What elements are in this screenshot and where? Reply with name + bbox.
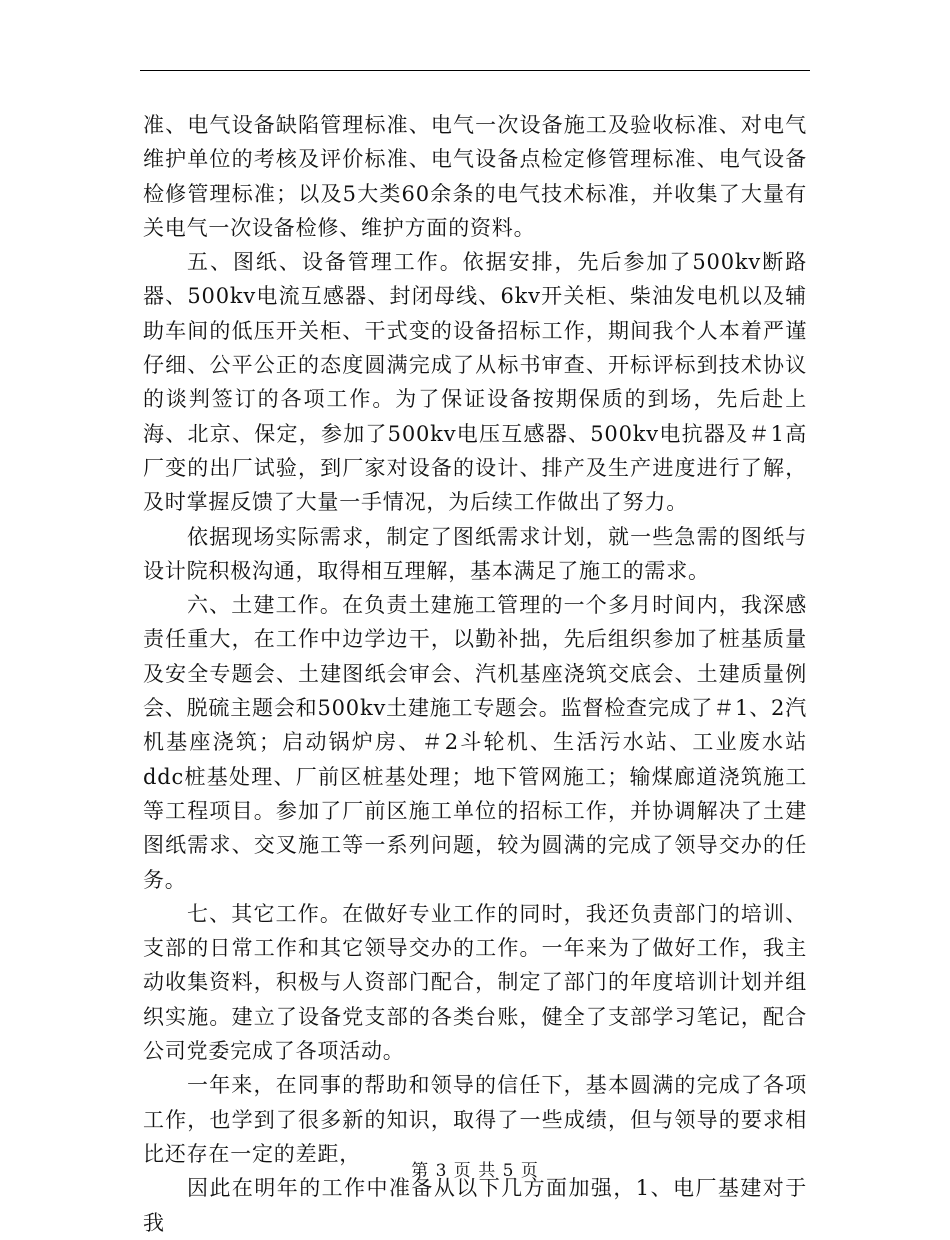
paragraph-summary: 一年来，在同事的帮助和领导的信任下，基本圆满的完成了各项工作，也学到了很多新的知识，取得了一些成绩，但与领导的要求相比还存在一定的差距，	[143, 1073, 807, 1166]
paragraph-standards-continued: 准、电气设备缺陷管理标准、电气一次设备施工及验收标准、对电气维护单位的考核及评价标准、电气设备点检定修管理标准、电气设备检修管理标准；以及5大类60余条的电气技术标准，并收集了大量有关电气一次设备检修、维护方面的资料。	[143, 113, 807, 240]
document-body	[143, 108, 807, 1240]
paragraph-other-work: 七、其它工作。在做好专业工作的同时，我还负责部门的培训、支部的日常工作和其它领导交办的工作。一年来为了做好工作，我主动收集资料，积极与人资部门配合，制定了部门的年度培训计划并组织实施。建立了设备党支部的各类台账，健全了支部学习笔记，配合公司党委完成了各项活动。	[143, 901, 807, 1064]
header-rule	[140, 70, 810, 71]
paragraph-drawing-plan: 依据现场实际需求，制定了图纸需求计划，就一些急需的图纸与设计院积极沟通，取得相互理解，基本满足了施工的需求。	[143, 524, 807, 583]
page-number-footer: 第 3 页 共 5 页	[411, 1161, 539, 1181]
paragraph-next-year: 因此在明年的工作中准备从以下几方面加强，1、电厂基建对于我	[143, 1176, 807, 1235]
paragraph-drawings-equipment: 五、图纸、设备管理工作。依据安排，先后参加了500kv断路器、500kv电流互感器、封闭母线、6kv开关柜、柴油发电机以及辅助车间的低压开关柜、干式变的设备招标工作，期间我个人本着严谨仔细、公平公正的态度圆满完成了从标书审查、开标评标到技术协议的谈判签订的各项工作。为了保证设备按期保质的到场，先后赴上海、北京、保定，参加了500kv电压互感器、500kv电抗器及＃1高厂变的出厂试验，到厂家对设备的设计、排产及生产进度进行了解，及时掌握反馈了大量一手情况，为后续工作做出了努力。	[143, 250, 807, 515]
paragraph-civil-works: 六、土建工作。在负责土建施工管理的一个多月时间内，我深感责任重大，在工作中边学边干，以勤补拙，先后组织参加了桩基质量及安全专题会、土建图纸会审会、汽机基座浇筑交底会、土建质量例会、脱硫主题会和500kv土建施工专题会。监督检查完成了＃1、2汽机基座浇筑；启动锅炉房、＃2斗轮机、生活污水站、工业废水站ddc桩基处理、厂前区桩基处理；地下管网施工；输煤廊道浇筑施工等工程项目。参加了厂前区施工单位的招标工作，并协调解决了土建图纸需求、交叉施工等一系列问题，较为圆满的完成了领导交办的任务。	[143, 593, 807, 892]
